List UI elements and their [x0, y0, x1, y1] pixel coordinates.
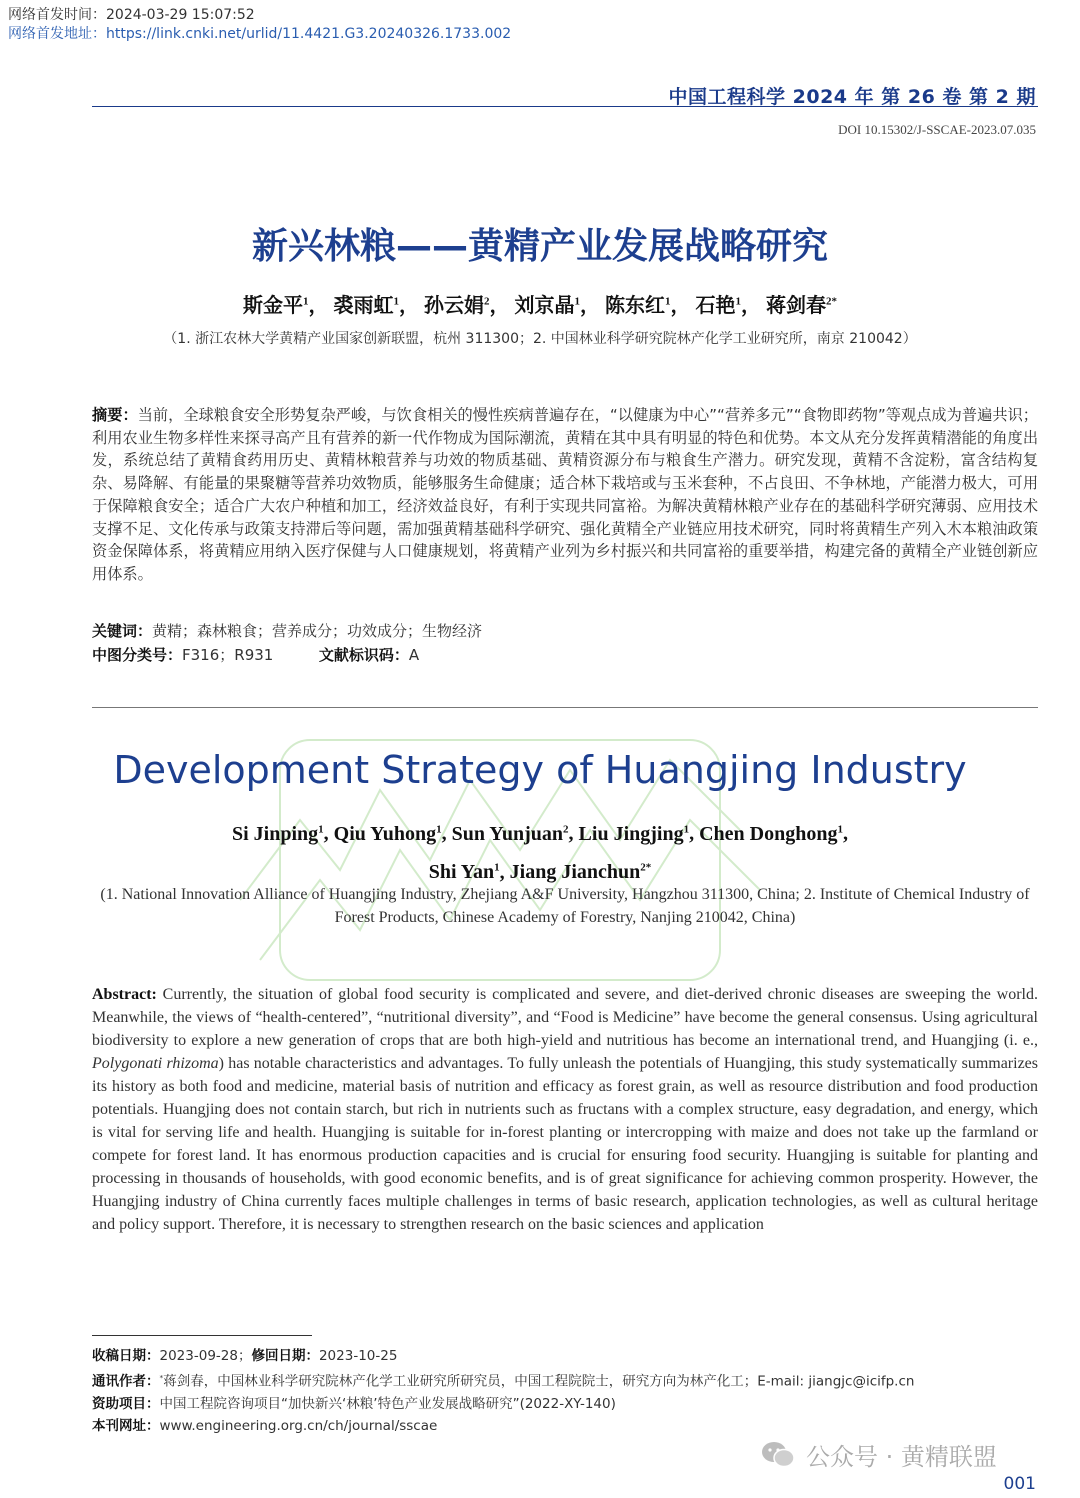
journal-header: 中国工程科学 2024 年 第 26 卷 第 2 期	[668, 86, 1036, 108]
author: 孙云娟$^2$	[424, 295, 490, 317]
author: Shi Yan$^1$	[428, 861, 500, 884]
doccode-value: A	[408, 646, 420, 664]
abstract-label: Abstract:	[92, 986, 157, 1003]
journal-url-line: 本刊网址：www.engineering.org.cn/ch/journal/sscae	[92, 1417, 438, 1434]
author: Sun Yunjuan$^2$	[451, 822, 569, 845]
english-title: Development Strategy of Huangjing Industry	[113, 748, 967, 792]
classification	[92, 644, 419, 665]
author: 石艳$^1$	[695, 295, 741, 317]
class-value: F316；R931	[182, 646, 274, 664]
funding-line: 资助项目：中国工程院咨询项目“加快新兴‘林粮’特色产业发展战略研究”(2022-XY-140)	[92, 1395, 616, 1412]
journal-url-link[interactable]: www.engineering.org.cn/ch/journal/sscae	[159, 1417, 438, 1434]
doi: DOI 10.15302/J-SSCAE-2023.07.035	[838, 122, 1036, 137]
chinese-affiliation: （1. 浙江农林大学黄精产业国家创新联盟，杭州 311300；2. 中国林业科学研究院林产化学工业研究所，南京 210042）	[163, 331, 917, 347]
chinese-keywords	[92, 620, 482, 641]
wechat-account-name: 公众号 · 黄精联盟	[806, 1443, 997, 1471]
keywords-text: 黄精；森林粮食；营养成分；功效成分；生物经济	[152, 622, 483, 640]
section-divider	[92, 707, 1038, 708]
author: 斯金平$^1$	[243, 295, 309, 317]
class-label: 中图分类号：	[92, 646, 183, 664]
header-rule	[92, 106, 1038, 107]
abstract-label: 摘要：	[92, 406, 138, 424]
chinese-authors: 斯金平$^1$， 裘雨虹$^1$， 孙云娟$^2$， 刘京晶$^1$， 陈东红$^1$， 石艳$^1$， 蒋剑春$^{2*}$	[243, 295, 837, 317]
online-publication-url[interactable]: 网络首发地址：https://link.cnki.net/urlid/11.4421.G3.20240326.1733.002	[8, 26, 512, 42]
corresponding-author-line: 通讯作者：*蒋剑春，中国林业科学研究院林产化学工业研究所研究员，中国工程院院士，研究方向为林产化工；E-mail: jiangjc@icifp.cn	[92, 1373, 915, 1390]
author: 陈东红$^1$	[605, 295, 671, 317]
doccode-label: 文献标识码：	[318, 646, 409, 664]
author: Chen Donghong$^1$	[699, 822, 843, 845]
english-abstract: Abstract: Currently, the situation of global food security is complicated and severe, and diet-derived chronic diseases are sweeping the world. Meanwhile, the views of “health-centered”, “nutritional diversity”, and “Food is Medicine” have become the general consensus. Using agricultural biodiversity to explore a new generation of crops that are both high-yield and nutritious has become an international trend, and Huangjing (i. e., Polygonati rhizoma) has notable characteristics and advantages. To fully unleash the potentials of Huangjing, this study systematically summarizes its history as both food and medicine, material basis of nutrition and efficacy as forest grain, as well as resource distribution and food production potentials. Huangjing does not contain starch, but rich in nutrients such as fructans with a complex structure, easy degradation, and energy, which is vital for serving life and health. Huangjing is suitable for in-forest planting or intercropping with maize and does not take up the farmland or compete for forest land. It has enormous production capacities and is crucial for ensuring food security. Huangjing is suitable for planting and processing in thousands of households, with good economic benefits, and is of great significance for achieving common prosperity. However, the Huangjing industry of China currently faces multiple challenges in terms of basic research, application technologies, as well as cultural heritage and policy support. Therefore, it is necessary to strengthen research on the basic sciences and application	[92, 986, 1039, 1233]
author: Si Jinping$^1$	[232, 822, 324, 845]
footnotes	[92, 1345, 1052, 1437]
author: Qiu Yuhong$^1$	[333, 822, 442, 845]
keywords-label: 关键词：	[92, 622, 153, 640]
dates-line: 收稿日期：2023-09-28；修回日期：2023-10-25	[92, 1348, 398, 1364]
wechat-watermark	[760, 1437, 997, 1472]
online-publication-info	[8, 6, 511, 44]
author: Jiang Jianchun$^{2*}$	[509, 861, 652, 884]
author: 裘雨虹$^1$	[333, 295, 399, 317]
author: Liu Jingjing$^1$	[578, 822, 690, 845]
english-affiliation: (1. National Innovation Alliance of Huangjing Industry, Zhejiang A&F University, Hangzhou 311300, China; 2. Institute of Chemical Industry of Forest Products, Chinese Academy of Forestry, Nanjing 210042, China)	[100, 886, 1030, 926]
chinese-title: 新兴林粮——黄精产业发展战略研究	[251, 226, 828, 267]
author: 刘京晶$^1$	[514, 295, 580, 317]
english-authors: Si Jinping$^1$, Qiu Yuhong$^1$, Sun Yunjuan$^2$, Liu Jingjing$^1$, Chen Donghong$^1$, Shi Yan$^1$, Jiang Jianchun$^{2*}$	[232, 822, 848, 884]
page-number: 001	[1003, 1474, 1036, 1494]
online-publication-time: 网络首发时间：2024-03-29 15:07:52	[8, 7, 255, 23]
author: 蒋剑春$^{2*}$	[766, 295, 837, 317]
chinese-abstract	[92, 404, 1038, 586]
abstract-text: 当前，全球粮食安全形势复杂严峻，与饮食相关的慢性疾病普遍存在，“以健康为中心”“营养多元”“食物即药物”等观点成为普遍共识；利用农业生物多样性来探寻高产且有营养的新一代作物成为国际潮流，黄精在其中具有明显的特色和优势。本文从充分发挥黄精潜能的角度出发，系统总结了黄精食药用历史、黄精林粮营养与功效的物质基础、黄精资源分布与粮食生产潜力。研究发现，黄精不含淀粉，富含结构复杂、易降解、有能量的果聚糖等营养功效物质，能够服务生命健康；适合林下栽培或与玉米套种，不占良田、不争林地，产能潜力极大，可用于保障粮食安全；适合广大农户种植和加工，经济效益良好，有利于实现共同富裕。为解决黄精林粮产业存在的基础科学研究薄弱、应用技术支撑不足、文化传承与政策支持滞后等问题，需加强黄精基础科学研究、强化黄精全产业链应用技术研究，同时将黄精生产列入木本粮油政策资金保障体系，将黄精应用纳入医疗保健与人口健康规划，将黄精产业列为乡村振兴和共同富裕的重要举措，构建完备的黄精全产业链创新应用体系。	[92, 406, 1038, 583]
wechat-icon	[760, 1440, 796, 1470]
footnote-rule	[92, 1335, 312, 1336]
